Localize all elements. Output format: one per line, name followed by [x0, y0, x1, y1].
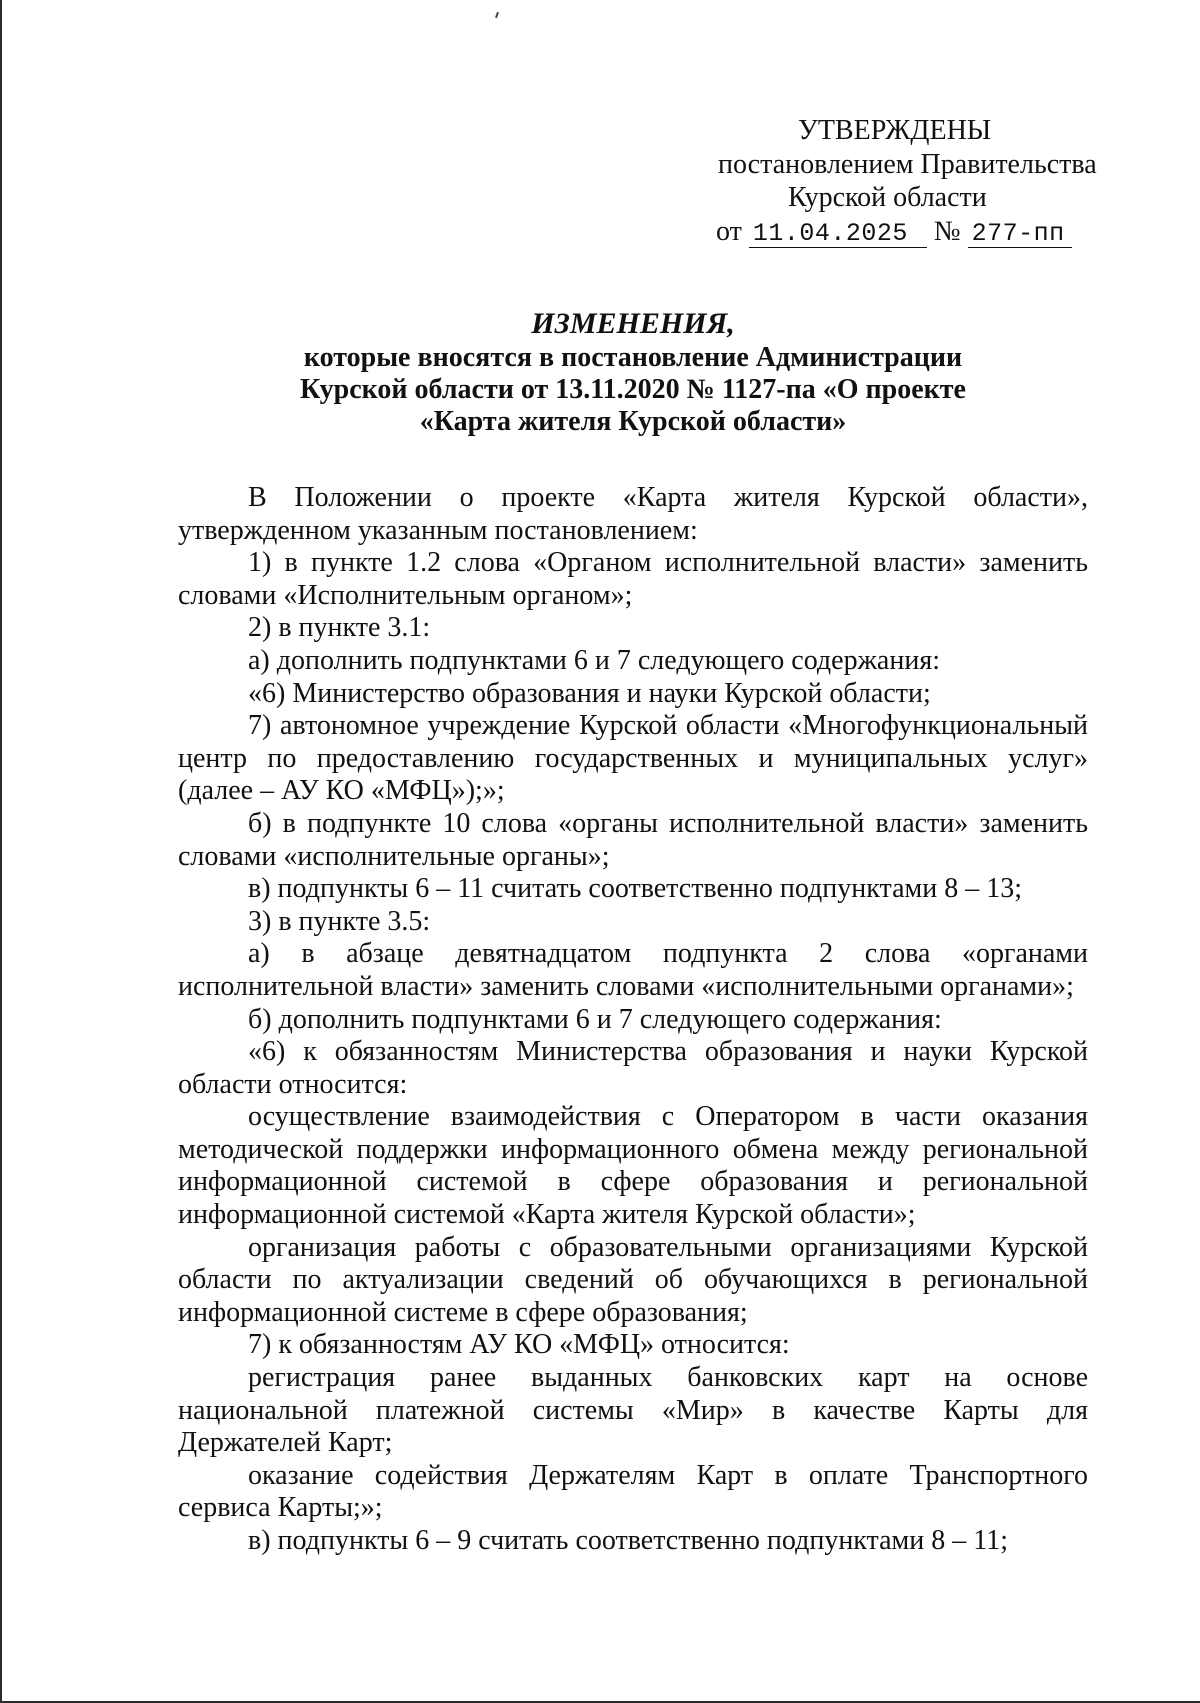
- approval-title: УТВЕРЖДЕНЫ: [798, 115, 992, 146]
- paragraph: 7) к обязанностям АУ КО «МФЦ» относится:: [248, 1329, 790, 1361]
- heading-line-3: «Карта жителя Курской области»: [419, 406, 847, 437]
- paragraph: а) в абзаце девятнадцатом подпункта 2 слова «органами исполнительной власти» заменить словами «исполнительными органами»;: [178, 938, 1088, 1002]
- paragraph: б) в подпункте 10 слова «органы исполнительной власти» заменить словами «исполнительные органы»;: [178, 807, 1088, 872]
- approval-line-2: постановлением Правительства: [718, 149, 1097, 180]
- paragraph: оказание содействия Держателям Карт в оплате Транспортного сервиса Карты;»;: [178, 1459, 1088, 1524]
- paragraph: «6) Министерство образования и науки Курской области;: [248, 677, 931, 709]
- approval-date-line: [716, 215, 1072, 248]
- approval-date: 11.04.2025: [749, 221, 927, 248]
- scan-speck: [495, 12, 499, 18]
- scan-edge-left: [0, 0, 2, 1703]
- document-body: [178, 482, 1088, 1558]
- paragraph: 1) в пункте 1.2 слова «Органом исполнительной власти» заменить словами «Исполнительным органом»;: [178, 547, 1088, 611]
- heading-title: ИЗМЕНЕНИЯ,: [531, 307, 735, 340]
- paragraph: регистрация ранее выданных банковских карт на основе национальной платежной системы «Мир» в качестве Карты для Держателей Карт;: [178, 1362, 1088, 1459]
- paragraph: б) дополнить подпунктами 6 и 7 следующего содержания:: [248, 1003, 942, 1035]
- approval-line-3: Курской области: [788, 182, 987, 213]
- paragraph: 3) в пункте 3.5:: [248, 905, 431, 937]
- approval-number: 277-пп: [968, 221, 1072, 248]
- number-prefix: №: [933, 216, 961, 247]
- heading-line-2: Курской области от 13.11.2020 № 1127-па «О проекте: [300, 374, 966, 405]
- heading-line-1: которые вносятся в постановление Администрации: [303, 342, 963, 373]
- date-prefix: от: [716, 216, 742, 247]
- document-heading: [178, 308, 1088, 438]
- paragraph: организация работы с образовательными организациями Курской области по актуализации сведений об обучающихся в региональной информационной системе в сфере образования;: [178, 1231, 1088, 1328]
- paragraph: В Положении о проекте «Карта жителя Курской области», утвержденном указанным постановлением:: [178, 482, 1088, 546]
- paragraph: 7) автономное учреждение Курской области «Многофункциональный центр по предоставлению государственных и муниципальных услуг» (далее – АУ КО «МФЦ»);»;: [178, 710, 1088, 807]
- paragraph: осуществление взаимодействия с Оператором в части оказания методической поддержки информационного обмена между региональной информационной системой в сфере образования и региональной информационной системой «Карта жителя Курской области»;: [178, 1101, 1088, 1231]
- paragraph: 2) в пункте 3.1:: [248, 612, 431, 644]
- paragraph: а) дополнить подпунктами 6 и 7 следующего содержания:: [248, 644, 940, 676]
- paragraph: «6) к обязанностям Министерства образования и науки Курской области относится:: [178, 1036, 1088, 1100]
- paragraph: в) подпункты 6 – 11 считать соответственно подпунктами 8 – 13;: [248, 873, 1022, 905]
- paragraph: в) подпункты 6 – 9 считать соответственно подпунктами 8 – 11;: [248, 1525, 1008, 1556]
